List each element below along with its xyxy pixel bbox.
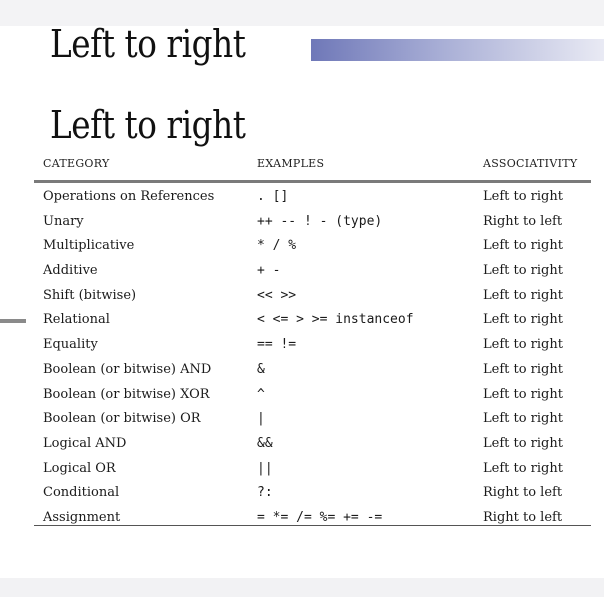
examples-cell: ?: [257,485,273,501]
table-header [43,152,593,176]
examples-cell: ^ [257,386,265,402]
category-cell: Boolean (or bitwise) XOR [43,386,210,402]
operator-table [34,185,591,531]
table-row [34,383,591,408]
table-row [34,185,591,210]
category-cell: Assignment [43,509,121,525]
table-row [34,210,591,235]
category-cell: Relational [43,312,110,328]
associativity-cell: Left to right [483,238,563,254]
examples-cell: | [257,411,265,427]
associativity-cell: Left to right [483,411,563,427]
associativity-cell: Left to right [483,189,563,204]
category-cell: Shift (bitwise) [43,287,137,303]
slide-marker [0,319,26,323]
table-row [34,506,591,531]
associativity-cell: Left to right [483,263,563,279]
table-row [34,333,591,358]
associativity-cell: Left to right [483,460,563,476]
table-row [34,259,591,284]
bottom-band [0,578,604,597]
column-header-associativity: ASSOCIATIVITY [483,157,578,170]
associativity-cell: Left to right [483,361,563,377]
associativity-cell: Left to right [483,435,563,451]
category-cell: Equality [43,337,98,353]
table-row [34,284,591,309]
examples-cell: || [257,460,273,476]
category-cell: Multiplicative [43,238,135,254]
category-cell: Boolean (or bitwise) AND [43,361,212,377]
associativity-cell: Left to right [483,287,563,303]
table-row [34,234,591,259]
table-row [34,358,591,383]
associativity-cell: Right to left [483,213,563,229]
category-cell: Boolean (or bitwise) OR [43,411,201,427]
category-cell: Logical OR [43,460,116,476]
column-header-category: CATEGORY [43,157,110,170]
examples-cell: * / % [257,238,297,254]
category-cell: Additive [43,263,98,279]
table-bottom-rule [34,525,591,526]
table-row [34,481,591,506]
category-cell: Logical AND [43,435,127,451]
table-row [34,308,591,333]
table-row [34,407,591,432]
examples-cell: . [] [257,189,289,204]
category-cell: Conditional [43,485,120,501]
category-cell: Operations on References [43,189,215,204]
examples-cell: ++ -- ! - (type) [257,213,383,229]
table-header-rule [34,180,591,183]
associativity-cell: Left to right [483,337,563,353]
associativity-cell: Left to right [483,386,563,402]
examples-cell: && [257,435,273,451]
examples-cell: & [257,361,265,377]
page-title: Left to right [50,103,246,147]
column-header-examples: EXAMPLES [257,157,325,170]
examples-cell: + - [257,263,281,279]
associativity-cell: Right to left [483,509,563,525]
associativity-cell: Left to right [483,312,563,328]
table-row [34,457,591,482]
examples-cell: << >> [257,287,297,303]
associativity-cell: Right to left [483,485,563,501]
examples-cell: == != [257,337,297,353]
heading-top: Left to right [50,22,246,66]
title-gradient-bar [311,39,604,61]
table-row [34,432,591,457]
examples-cell: = *= /= %= += -= [257,509,383,525]
category-cell: Unary [43,213,84,229]
examples-cell: < <= > >= instanceof [257,312,414,328]
